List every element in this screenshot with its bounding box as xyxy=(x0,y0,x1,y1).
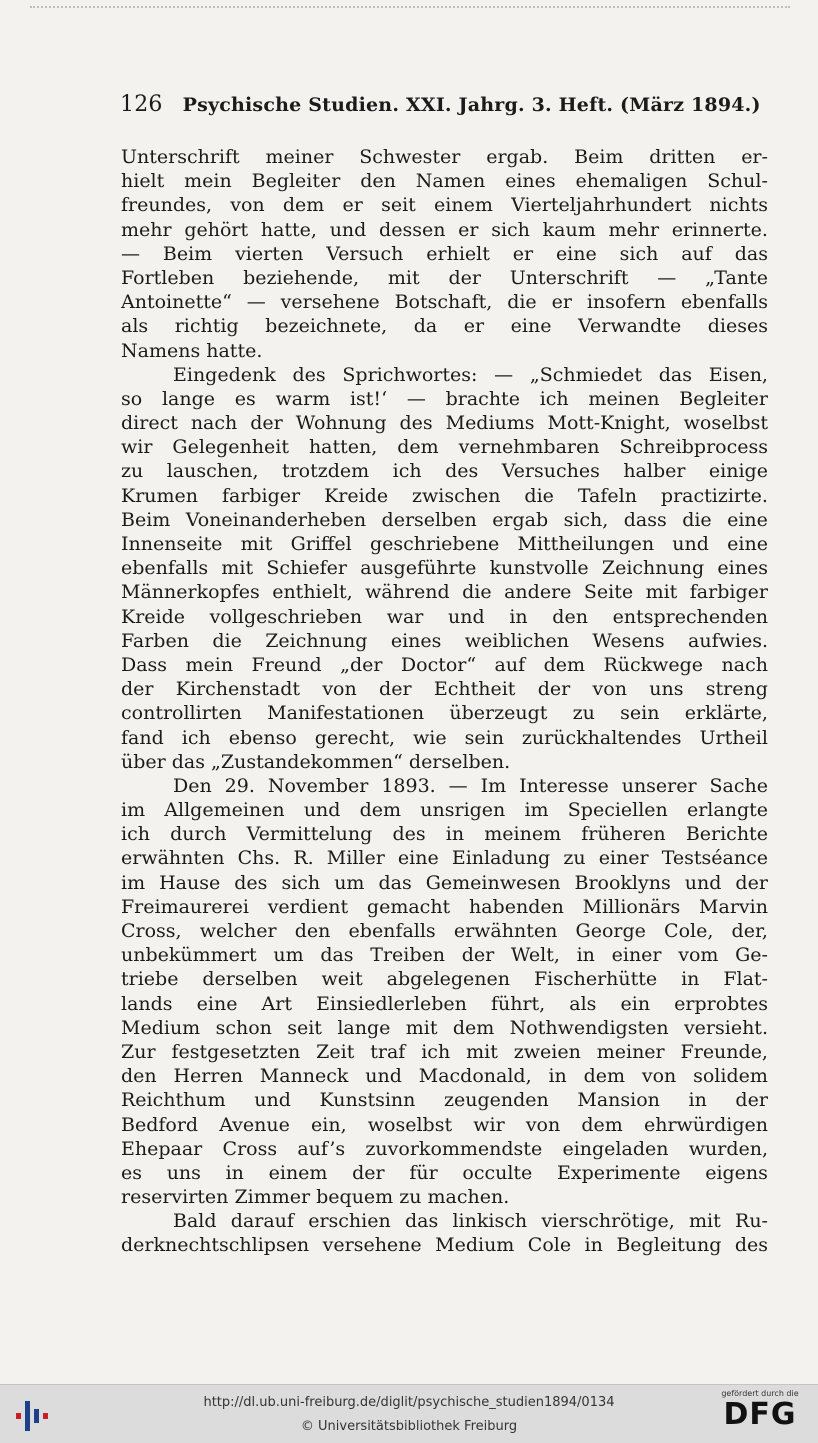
text-line: Farben die Zeichnung eines weiblichen Wesens aufwies. xyxy=(121,629,768,652)
text-line: im Hause des sich um das Gemeinwesen Brooklyns und der xyxy=(121,871,768,894)
text-line: hielt mein Begleiter den Namen eines ehemaligen Schul- xyxy=(121,170,768,193)
text-line: Zur festgesetzten Zeit traf ich mit zweien meiner Freunde, xyxy=(121,1040,768,1063)
text-line: Fortleben beziehende, mit der Unterschrift — „Tante xyxy=(121,266,768,289)
text-line: den Herren Manneck und Macdonald, in dem von solidem xyxy=(121,1065,768,1088)
text-line: — Beim vierten Versuch erhielt er eine sich auf das xyxy=(121,242,768,265)
text-line: zu lauschen, trotzdem ich des Versuches halber einige xyxy=(121,460,768,483)
text-line: triebe derselben weit abgelegenen Fischerhütte in Flat- xyxy=(121,968,768,991)
text-line: reservirten Zimmer bequem zu machen. xyxy=(121,1186,510,1209)
page-header xyxy=(120,92,768,126)
text-line: Unterschrift meiner Schwester ergab. Beim dritten er- xyxy=(121,146,768,168)
text-line: freundes, von dem er seit einem Vierteljahrhundert nichts xyxy=(121,194,768,217)
text-line: so lange es warm ist!‘ — brachte ich meinen Begleiter xyxy=(121,387,768,410)
text-line: lands eine Art Einsiedlerleben führt, als ein erprobtes xyxy=(121,992,768,1015)
text-line: controllirten Manifestationen überzeugt zu sein erklärte, xyxy=(121,702,768,725)
text-line: unbekümmert um das Treiben der Welt, in einer vom Ge- xyxy=(121,944,768,967)
text-line: Namens hatte. xyxy=(121,339,263,362)
text-line: Beim Voneinanderheben derselben ergab sich, dass die eine xyxy=(121,508,768,531)
text-line: Eingedenk des Sprichwortes: — „Schmiedet das Eisen, xyxy=(173,363,768,386)
text-line: im Allgemeinen und dem unsrigen im Speciellen erlangte xyxy=(121,799,768,822)
dfg-logo xyxy=(712,1389,808,1439)
text-line: es uns in einem der für occulte Experimente eigens xyxy=(121,1161,768,1184)
text-line: der Kirchenstadt von der Echtheit der von uns streng xyxy=(121,678,768,701)
text-line: erwähnten Chs. R. Miller eine Einladung zu einer Testséance xyxy=(121,847,768,870)
text-line: als richtig bezeichnete, da er eine Verwandte dieses xyxy=(121,315,768,338)
text-line: mehr gehört hatte, und dessen er sich kaum mehr erinnerte. xyxy=(121,218,768,241)
copyright-notice: © Universitätsbibliothek Freiburg xyxy=(300,1419,518,1434)
body-text xyxy=(121,145,768,1258)
text-line: Kreide vollgeschrieben war und in den entsprechenden xyxy=(121,605,768,628)
text-line: ebenfalls mit Schiefer ausgeführte kunstvolle Zeichnung eines xyxy=(121,557,768,580)
text-line: Männerkopfes enthielt, während die andere Seite mit farbiger xyxy=(121,581,768,604)
text-line: Antoinette“ — versehene Botschaft, die er insofern ebenfalls xyxy=(121,291,768,314)
text-line: Cross, welcher den ebenfalls erwähnten George Cole, der, xyxy=(121,920,768,942)
text-line: Freimaurerei verdient gemacht habenden Millionärs Marvin xyxy=(121,895,768,918)
scan-artifact xyxy=(30,6,790,18)
text-line: Dass mein Freund „der Doctor“ auf dem Rückwege nach xyxy=(121,653,768,676)
text-line: über das „Zustandekommen“ derselben. xyxy=(121,750,511,773)
text-line: Krumen farbiger Kreide zwischen die Tafeln practizirte. xyxy=(121,484,768,507)
text-line: Reichthum und Kunstsinn zeugenden Mansion in der xyxy=(121,1089,768,1112)
text-line: Ehepaar Cross auf’s zuvorkommendste eingeladen wurden, xyxy=(121,1137,768,1160)
text-line: Innenseite mit Griffel geschriebene Mittheilungen und eine xyxy=(121,533,768,555)
dfg-mark: DFG xyxy=(723,1397,797,1432)
text-line: derknechtschlipsen versehene Medium Cole in Begleitung des xyxy=(121,1234,768,1257)
running-title: Psychische Studien. XXI. Jahrg. 3. Heft. (März 1894.) xyxy=(182,94,761,116)
text-line: direct nach der Wohnung des Mediums Mott-Knight, woselbst xyxy=(121,412,768,435)
dfg-caption: gefördert durch die xyxy=(721,1389,799,1398)
text-line: Bedford Avenue ein, woselbst wir von dem ehrwürdigen xyxy=(121,1113,768,1136)
text-line: ich durch Vermittelung des in meinem früheren Berichte xyxy=(121,823,768,846)
text-line: Medium schon seit lange mit dem Nothwendigsten versieht. xyxy=(121,1016,768,1039)
viewer-footer xyxy=(0,1384,818,1443)
text-line: wir Gelegenheit hatten, dem vernehmbaren Schreibprocess xyxy=(121,436,768,459)
source-url[interactable]: http://dl.ub.uni-freiburg.de/diglit/psychische_studien1894/0134 xyxy=(203,1395,615,1410)
text-line: Den 29. November 1893. — Im Interesse unserer Sache xyxy=(173,774,768,797)
text-line: Bald darauf erschien das linkisch vierschrötige, mit Ru- xyxy=(173,1210,768,1233)
page-number: 126 xyxy=(120,92,163,117)
text-line: fand ich ebenso gerecht, wie sein zurückhaltendes Urtheil xyxy=(121,726,768,749)
